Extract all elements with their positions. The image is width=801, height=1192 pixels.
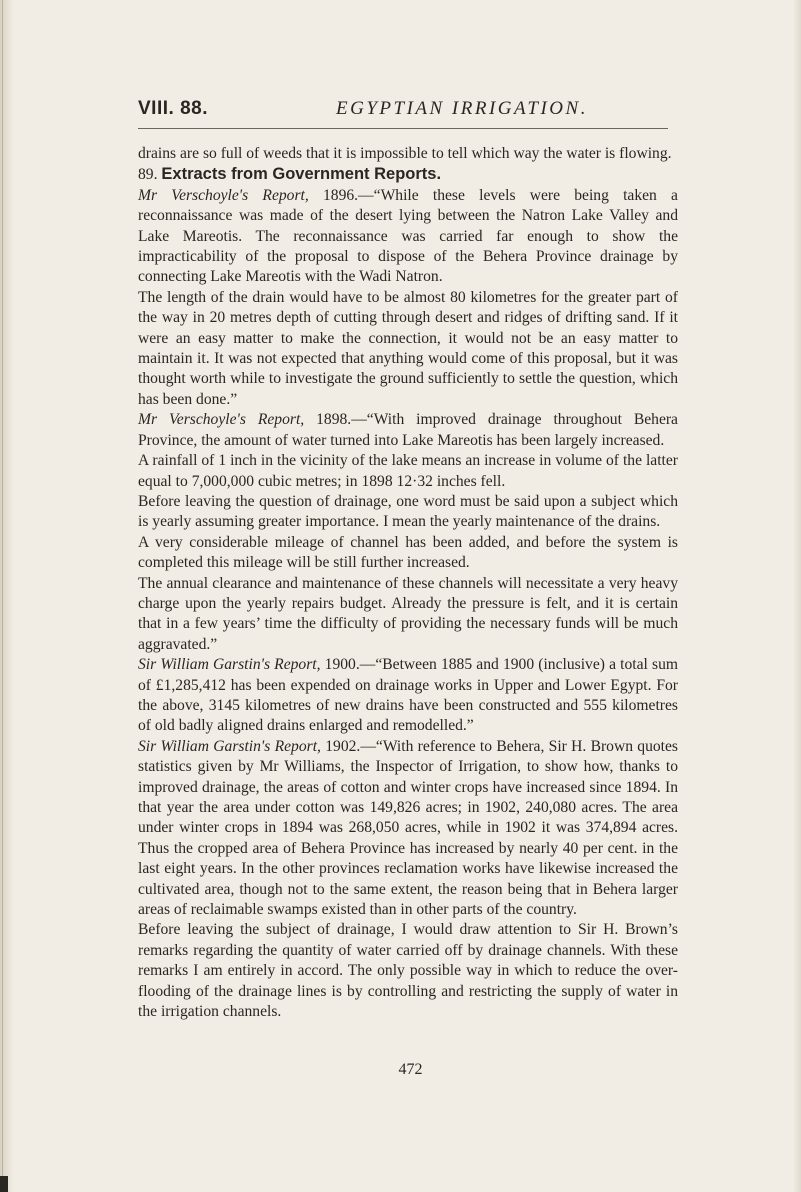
page-edge	[793, 0, 801, 1192]
section-heading	[138, 164, 678, 185]
scan-mark	[0, 1176, 8, 1192]
report-citation: Sir William Garstin's Report,	[138, 737, 321, 755]
paragraph-text: A very considerable mileage of channel has been added, and before the system is completed this mileage will be still further increased.	[138, 533, 678, 572]
paragraph	[138, 574, 678, 656]
paragraph	[138, 655, 678, 737]
paragraph-text: A rainfall of 1 inch in the vicinity of the lake means an increase in volume of the latter equal to 7,000,000 cubic metres; in 1898 12·32 inches fell.	[138, 452, 678, 490]
paragraph-text: Before leaving the subject of drainage, I would draw attention to Sir H. Brown’s remarks regarding the quantity of water carried off by drainage channels. With these remarks I am entirely in accord. The only possible way in which to reduce the over-flooding of the drainage lines is by controlling and restricting the supply of water in the irrigation channels.	[138, 921, 678, 1021]
paragraph-text: The length of the drain would have to be almost 80 kilometres for the greater part of the way in 20 metres depth of cutting through desert and ridges of drifting sand. If it were an easy matter to make the connection, it would not be an easy matter to maintain it. It was not expected that anything would come of this proposal, but it was thought worth while to investigate the ground sufficiently to settle the question, which has been done.”	[138, 288, 678, 408]
paragraph-text: 1898.—“With improved drainage throughout Behera Province, the amount of water turned into Lake Mareotis has been largely increased.	[138, 411, 678, 449]
paragraph-list	[138, 186, 678, 1023]
paragraph	[138, 920, 678, 1022]
report-citation: Sir William Garstin's Report,	[138, 656, 321, 674]
paragraph-text: The annual clearance and maintenance of these channels will necessitate a very heavy charge upon the yearly repairs budget. Already the pressure is felt, and it is certain that in a few years’ time the difficulty of providing the necessary funds will be much aggravated.”	[138, 574, 678, 653]
paragraph	[138, 533, 678, 574]
paragraph-text: 1902.—“With reference to Behera, Sir H. Brown quotes statistics given by Mr Williams, the Inspector of Irrigation, to show how, thanks to improved drainage, the areas of cotton and winter crops have increased since 1894. In that year the area under cotton was 149,826 acres; in 1902, 240,080 acres. The area under winter crops in 1894 was 268,050 acres, while in 1902 it was 374,894 acres. Thus the cropped area of Behera Province has increased by nearly 40 per cent. in the last eight years. In the other provinces reclamation works have likewise increased the cultivated area, though not to the same extent, the reason being that in Behera larger areas of reclaimable swamps existed than in other parts of the country.	[138, 737, 679, 919]
paragraph	[138, 186, 678, 288]
paragraph-text: Before leaving the question of drainage, one word must be said upon a subject which is yearly assuming greater importance. I mean the yearly maintenance of the drains.	[138, 492, 678, 531]
heading-text: Extracts from Government Reports.	[161, 165, 442, 184]
paragraph	[138, 737, 678, 921]
paragraph	[138, 451, 678, 492]
paragraph	[138, 492, 678, 533]
page-gutter	[0, 0, 14, 1192]
report-citation: Mr Verschoyle's Report,	[138, 186, 309, 204]
body-text	[138, 144, 678, 1022]
paragraph	[138, 410, 678, 451]
running-title: EGYPTIAN IRRIGATION.	[336, 98, 588, 119]
report-citation: Mr Verschoyle's Report,	[138, 411, 305, 429]
paragraph	[138, 288, 678, 410]
page-number: 472	[398, 1061, 423, 1078]
header-rule	[138, 128, 668, 129]
section-number: VIII. 88.	[138, 98, 208, 119]
running-header	[138, 98, 668, 126]
heading-number: 89.	[138, 166, 158, 184]
paragraph-text: 1896.—“While these levels were being taken a reconnaissance was made of the desert lying between the Natron Lake Valley and Lake Mareotis. The reconnaissance was carried far enough to show the impracticability of the proposal to dispose of the Behera Province drainage by connecting Lake Mareotis with the Wadi Natron.	[138, 186, 678, 286]
intro-paragraph: drains are so full of weeds that it is impossible to tell which way the water is flowing.	[138, 145, 672, 162]
paragraph-text: 1900.—“Between 1885 and 1900 (inclusive) a total sum of £1,285,412 has been expended on drainage works in Upper and Lower Egypt. For the above, 3145 kilometres of new drains have been constructed and 555 kilometres of old badly aligned drains enlarged and remodelled.”	[138, 656, 678, 735]
